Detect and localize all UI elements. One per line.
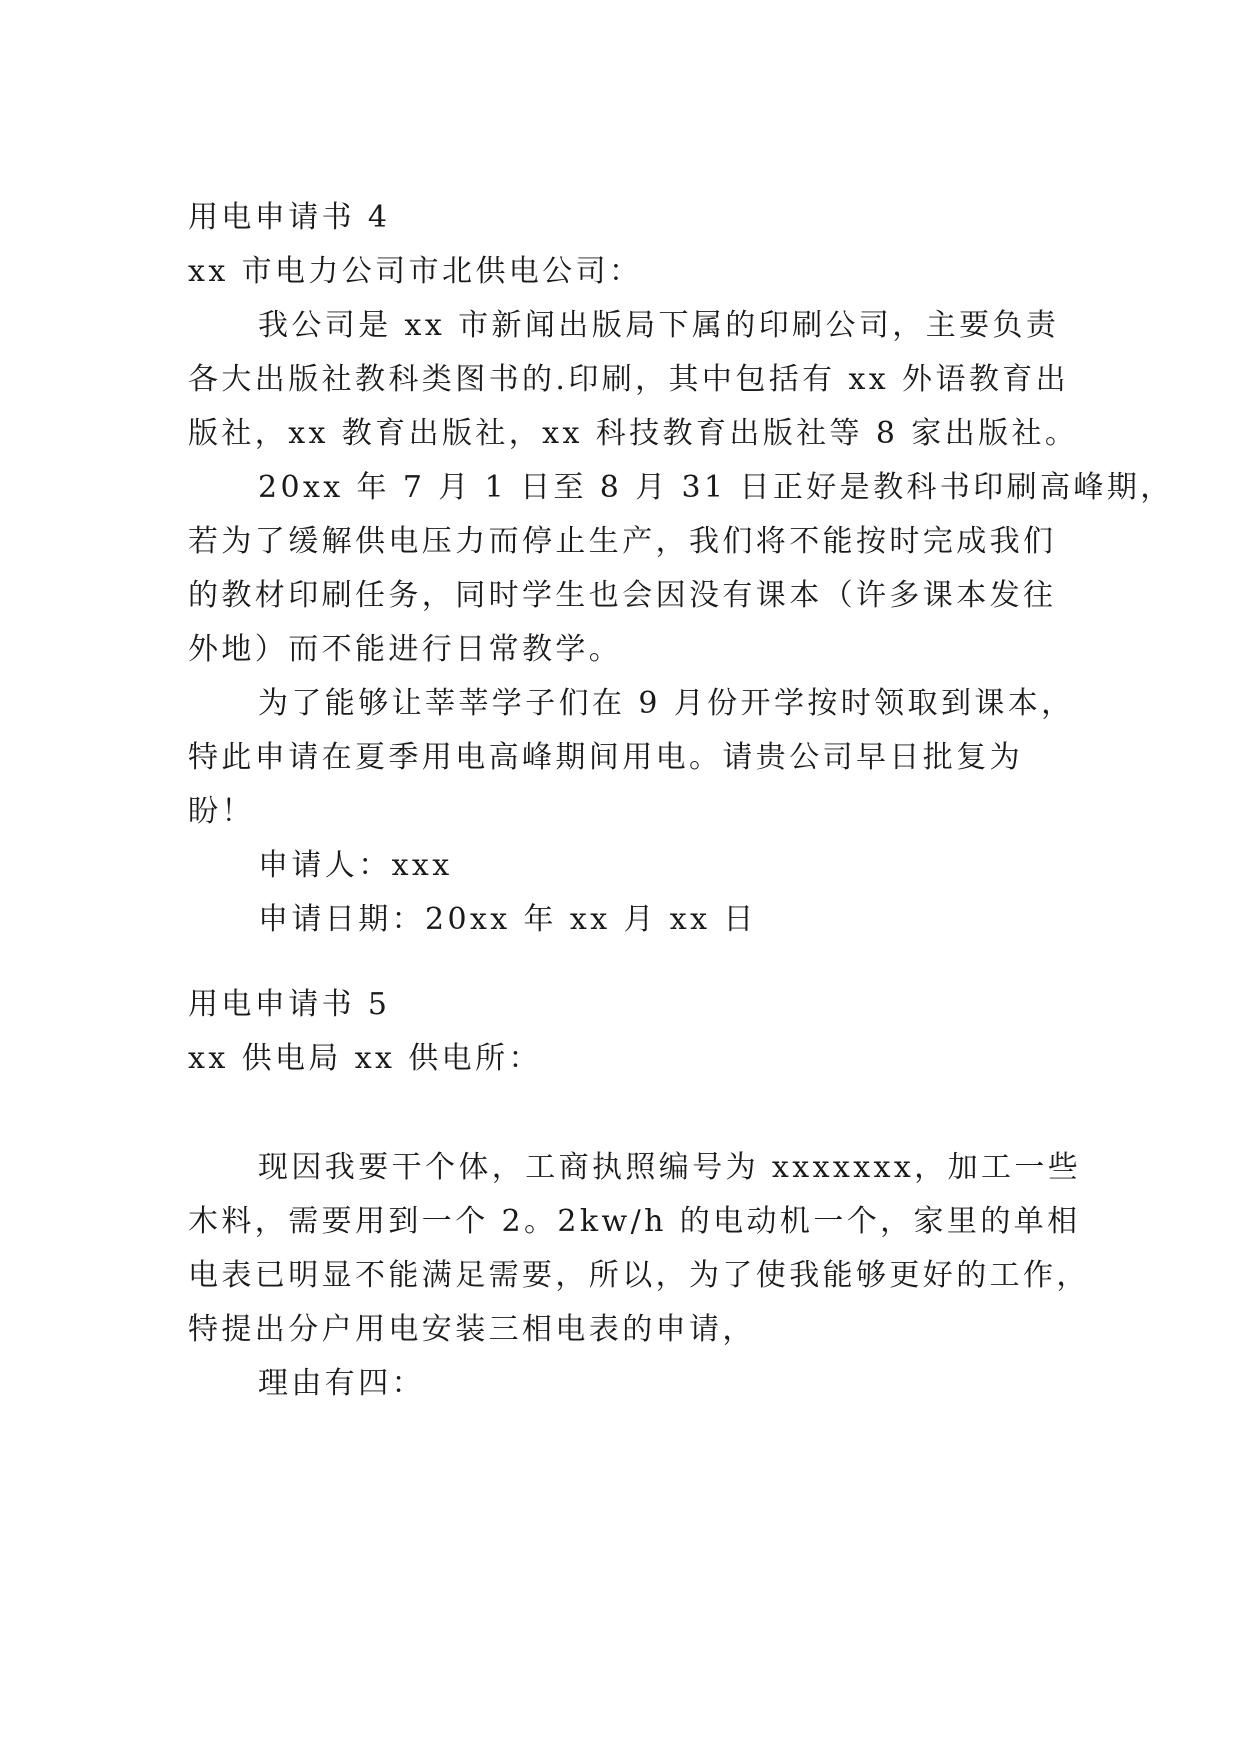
letter5-addressee: xx 供电局 xx 供电所： <box>188 1041 542 1076</box>
letter4-p1-line2: 各大出版社教科类图书的.印刷，其中包括有 xx 外语教育出 <box>188 362 1070 397</box>
letter4-p3-line2: 特此申请在夏季用电高峰期间用电。请贵公司早日批复为 <box>188 740 1023 775</box>
letter4-p1-line3: 版社，xx 教育出版社，xx 科技教育出版社等 8 家出版社。 <box>188 416 1079 451</box>
letter4-addressee: xx 市电力公司市北供电公司： <box>188 254 643 289</box>
letter5-p1-line4: 特提出分户用电安装三相电表的申请， <box>188 1312 756 1347</box>
letter4-p2-line1: 20xx 年 7 月 1 日至 8 月 31 日正好是教科书印刷高峰期， <box>258 470 1174 505</box>
letter4-date: 申请日期：20xx 年 xx 月 xx 日 <box>258 902 757 937</box>
letter4-applicant: 申请人：xxx <box>258 848 453 883</box>
letter4-p2-line4: 外地）而不能进行日常教学。 <box>188 632 623 667</box>
letter4-title: 用电申请书 4 <box>188 200 391 235</box>
letter5-p1-line3: 电表已明显不能满足需要，所以，为了使我能够更好的工作， <box>188 1258 1090 1293</box>
letter4-p3-line3: 盼！ <box>188 794 255 829</box>
letter4-p2-line3: 的教材印刷任务，同时学生也会因没有课本（许多课本发往 <box>188 578 1057 613</box>
letter4-p2-line2: 若为了缓解供电压力而停止生产，我们将不能按时完成我们 <box>188 524 1057 559</box>
letter5-reasons: 理由有四： <box>258 1366 425 1401</box>
letter4-p1-line1: 我公司是 xx 市新闻出版局下属的印刷公司，主要负责 <box>258 308 1060 343</box>
letter4-p3-line1: 为了能够让莘莘学子们在 9 月份开学按时领取到课本， <box>258 686 1075 721</box>
letter5-p1-line2: 木料，需要用到一个 2。2kw/h 的电动机一个，家里的单相 <box>188 1204 1081 1239</box>
letter5-p1-line1: 现因我要干个体，工商执照编号为 xxxxxxx，加工一些 <box>258 1150 1082 1185</box>
letter5-title: 用电申请书 5 <box>188 987 391 1022</box>
